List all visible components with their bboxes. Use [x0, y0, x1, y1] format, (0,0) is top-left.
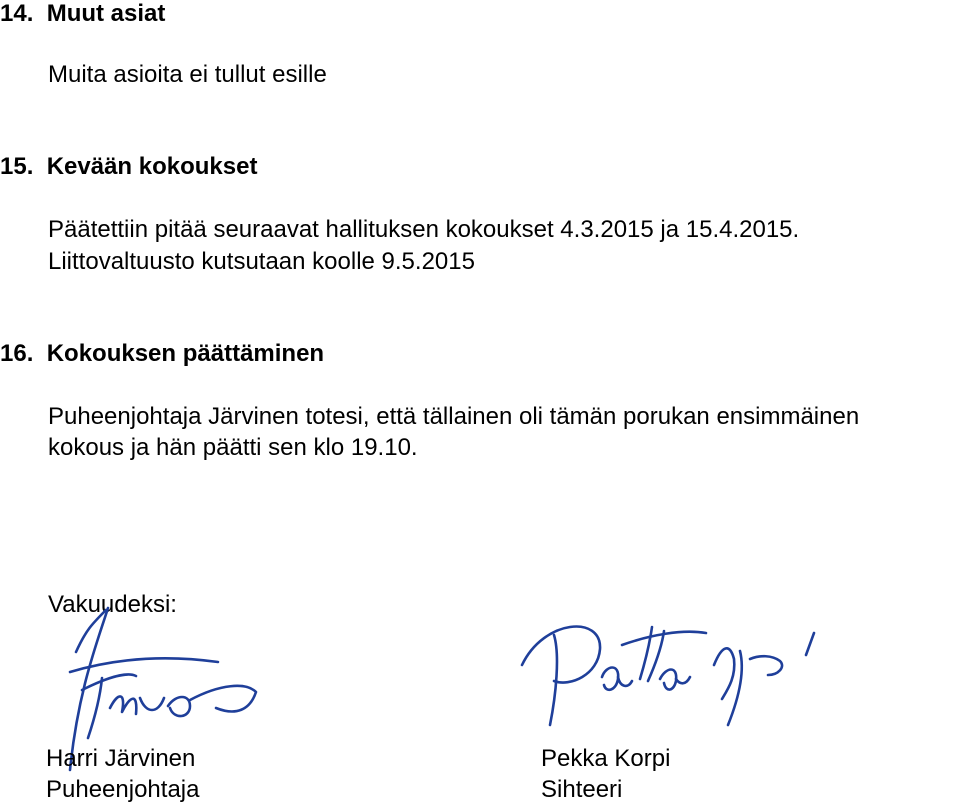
section-15-text-line-2: Liittovaltuusto kutsutaan koolle 9.5.2015 [48, 248, 475, 275]
signatory-1-name: Harri Järvinen [46, 745, 196, 772]
signatory-1-role: Puheenjohtaja [46, 776, 200, 803]
section-16-text-line-2: kokous ja hän päätti sen klo 19.10. [48, 434, 418, 461]
attestation-label: Vakuudeksi: [48, 591, 177, 618]
section-15-heading: 15. Kevään kokoukset [0, 153, 258, 180]
section-14-heading: 14. Muut asiat [0, 0, 166, 27]
signatory-2-role: Sihteeri [541, 776, 623, 803]
section-16-heading: 16. Kokouksen päättäminen [0, 340, 325, 367]
section-14-text: Muita asioita ei tullut esille [48, 61, 327, 88]
section-15-text-line-1: Päätettiin pitää seuraavat hallituksen kokoukset 4.3.2015 ja 15.4.2015. [48, 216, 800, 243]
section-16-text-line-1: Puheenjohtaja Järvinen totesi, että tällainen oli tämän porukan ensimmäinen [48, 403, 860, 430]
signature-secretary [510, 615, 830, 750]
signatory-2-name: Pekka Korpi [541, 745, 671, 772]
